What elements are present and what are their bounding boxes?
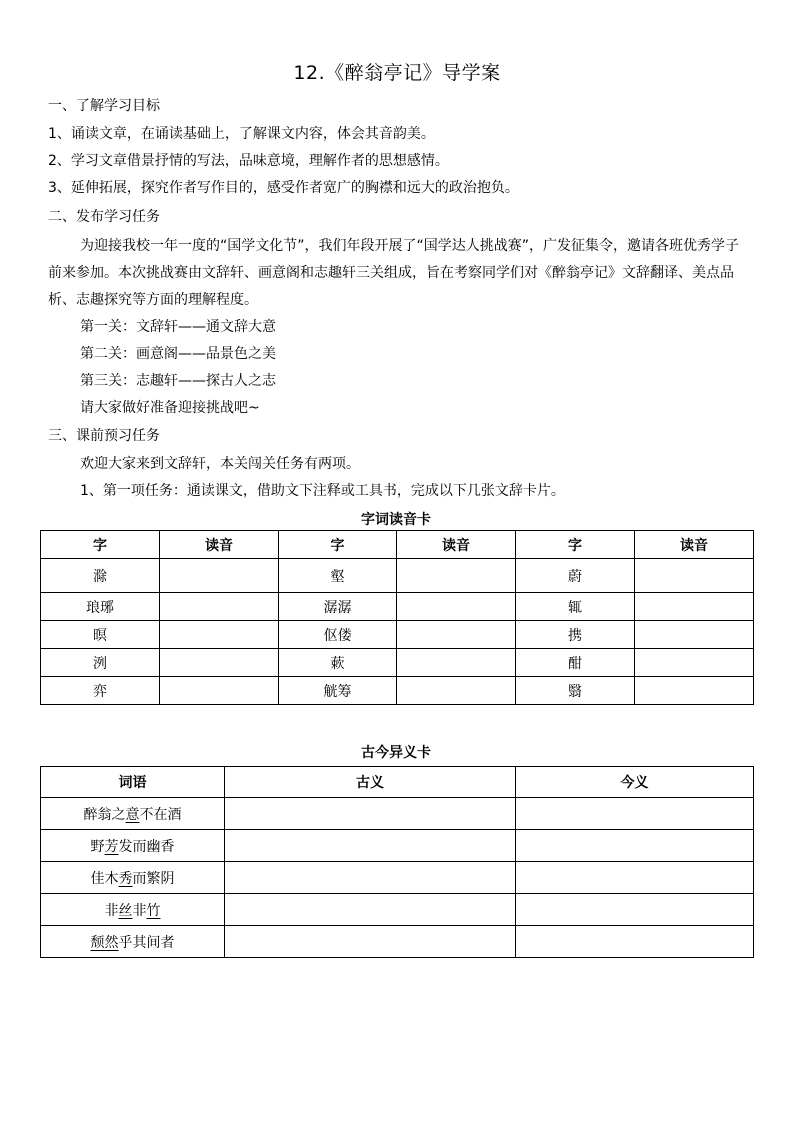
table-row xyxy=(41,593,754,621)
objective-item: 1、诵读文章，在诵读基础上，了解课文内容，体会其音韵美。 xyxy=(48,126,435,142)
table-row xyxy=(41,559,754,593)
header-cell: 读音 xyxy=(635,531,754,559)
character-cell: 琅琊 xyxy=(41,593,160,621)
underlined-word: 芳 xyxy=(104,838,119,855)
table-row xyxy=(41,677,754,705)
section2-heading: 二、发布学习任务 xyxy=(48,209,160,225)
phrase-cell: 非丝非竹 xyxy=(41,894,225,926)
pronunciation-blank[interactable] xyxy=(635,559,754,593)
header-cell: 读音 xyxy=(397,531,516,559)
character-cell: 翳 xyxy=(516,677,635,705)
pronunciation-blank[interactable] xyxy=(635,677,754,705)
phrase-cell: 佳木秀而繁阴 xyxy=(41,862,225,894)
ancient-meaning-blank[interactable] xyxy=(225,798,516,830)
pronunciation-card-caption: 字词读音卡 xyxy=(361,512,431,528)
task-paragraph: 为迎接我校一年一度的“国学文化节”，我们年段开展了“国学达人挑战赛”，广发征集令，邀请各班优秀学子前来参加。本次挑战赛由文辞轩、画意阁和志趣轩三关组成，旨在考察同学们对《醉翁亭记》文辞翻译、美点品析、志趣探究等方面的理解程度。 xyxy=(48,238,740,308)
pronunciation-blank[interactable] xyxy=(635,649,754,677)
pronunciation-blank[interactable] xyxy=(160,559,279,593)
header-cell: 古义 xyxy=(225,767,516,798)
character-cell: 蔚 xyxy=(516,559,635,593)
objective-item: 3、延伸拓展，探究作者写作目的，感受作者宽广的胸襟和远大的政治抱负。 xyxy=(48,180,519,196)
character-cell: 弈 xyxy=(41,677,160,705)
character-cell: 辄 xyxy=(516,593,635,621)
pronunciation-blank[interactable] xyxy=(160,649,279,677)
character-cell: 潺潺 xyxy=(279,593,397,621)
character-cell: 酣 xyxy=(516,649,635,677)
phrase-cell: 颓然乎其间者 xyxy=(41,926,225,958)
closing-text: 请大家做好准备迎接挑战吧~ xyxy=(80,400,260,416)
underlined-word: 丝 xyxy=(118,902,133,919)
pronunciation-table xyxy=(40,530,754,705)
ancient-meaning-blank[interactable] xyxy=(225,926,516,958)
header-cell: 词语 xyxy=(41,767,225,798)
table-row xyxy=(41,621,754,649)
character-cell: 滁 xyxy=(41,559,160,593)
table-row xyxy=(41,926,754,958)
header-cell: 今义 xyxy=(516,767,754,798)
ancient-meaning-blank[interactable] xyxy=(225,894,516,926)
pronunciation-blank[interactable] xyxy=(160,677,279,705)
underlined-word: 秀 xyxy=(118,870,133,887)
pronunciation-blank[interactable] xyxy=(160,593,279,621)
table-row xyxy=(41,649,754,677)
modern-meaning-blank[interactable] xyxy=(516,798,754,830)
character-cell: 暝 xyxy=(41,621,160,649)
ancient-meaning-blank[interactable] xyxy=(225,862,516,894)
level-item: 第二关：画意阁——品景色之美 xyxy=(80,346,276,362)
table-row xyxy=(41,830,754,862)
character-cell: 壑 xyxy=(279,559,397,593)
section3-heading: 三、课前预习任务 xyxy=(48,428,160,444)
pronunciation-blank[interactable] xyxy=(397,593,516,621)
meaning-card-caption: 古今异义卡 xyxy=(361,745,431,761)
underlined-word: 意 xyxy=(125,806,140,823)
ancient-meaning-blank[interactable] xyxy=(225,830,516,862)
modern-meaning-blank[interactable] xyxy=(516,862,754,894)
table-header-row xyxy=(41,767,754,798)
modern-meaning-blank[interactable] xyxy=(516,894,754,926)
objective-item: 2、学习文章借景抒情的写法，品味意境，理解作者的思想感情。 xyxy=(48,153,449,169)
section1-heading: 一、了解学习目标 xyxy=(48,98,160,114)
character-cell: 蔌 xyxy=(279,649,397,677)
phrase-cell: 醉翁之意不在酒 xyxy=(41,798,225,830)
header-cell: 读音 xyxy=(160,531,279,559)
table-header-row xyxy=(41,531,754,559)
table-row xyxy=(41,798,754,830)
modern-meaning-blank[interactable] xyxy=(516,926,754,958)
modern-meaning-blank[interactable] xyxy=(516,830,754,862)
page-title: 12.《醉翁亭记》导学案 xyxy=(293,62,501,84)
header-cell: 字 xyxy=(516,531,635,559)
meaning-table xyxy=(40,766,754,958)
character-cell: 携 xyxy=(516,621,635,649)
pronunciation-blank[interactable] xyxy=(397,649,516,677)
pronunciation-blank[interactable] xyxy=(635,621,754,649)
table-row xyxy=(41,894,754,926)
level-item: 第一关：文辞轩——通文辞大意 xyxy=(80,319,276,335)
phrase-cell: 野芳发而幽香 xyxy=(41,830,225,862)
pronunciation-blank[interactable] xyxy=(160,621,279,649)
character-cell: 觥筹 xyxy=(279,677,397,705)
underlined-word: 颓然 xyxy=(90,934,119,951)
task1-text: 1、第一项任务：通读课文，借助文下注释或工具书，完成以下几张文辞卡片。 xyxy=(80,483,565,499)
section3-intro: 欢迎大家来到文辞轩，本关闯关任务有两项。 xyxy=(80,456,360,472)
character-cell: 洌 xyxy=(41,649,160,677)
level-item: 第三关：志趣轩——探古人之志 xyxy=(80,373,276,389)
table-row xyxy=(41,862,754,894)
pronunciation-blank[interactable] xyxy=(397,621,516,649)
pronunciation-blank[interactable] xyxy=(397,559,516,593)
pronunciation-blank[interactable] xyxy=(397,677,516,705)
character-cell: 伛偻 xyxy=(279,621,397,649)
header-cell: 字 xyxy=(41,531,160,559)
header-cell: 字 xyxy=(279,531,397,559)
underlined-word: 竹 xyxy=(146,902,161,919)
pronunciation-blank[interactable] xyxy=(635,593,754,621)
